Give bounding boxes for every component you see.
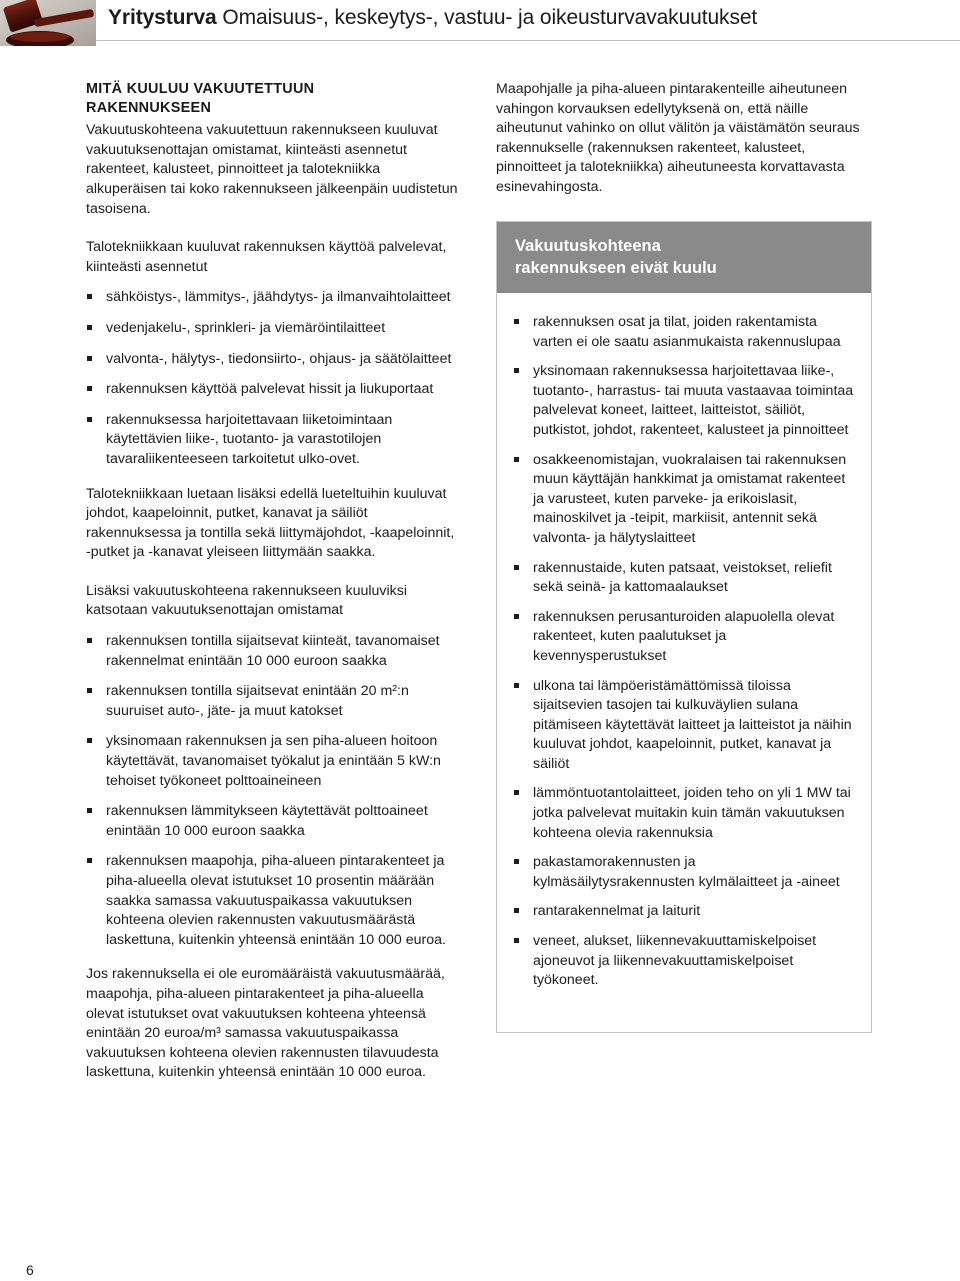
right-column [496,80,872,198]
also-list [86,632,458,950]
heading-line-2: RAKENNUKSEEN [86,99,212,116]
list-item: rantarakennelmat ja laiturit [513,902,859,922]
brand-name: Yritysturva [108,6,217,29]
page-number: 6 [26,1262,34,1278]
list-item: veneet, alukset, liikennevakuuttamiskelpoiset ajoneuvot ja liikennevakuuttamiskelpoiset työkoneet. [513,932,859,991]
list-item: rakennuksen tontilla sijaitsevat kiinteät, tavanomaiset rakennelmat enintään 10 000 euroon saakka [86,632,458,671]
list-item: valvonta-, hälytys-, tiedonsiirto-, ohjaus- ja säätölaitteet [86,350,458,370]
list-item: rakennuksen perusanturoiden alapuolella olevat rakenteet, kuten paalutukset ja kevennysperustukset [513,608,859,667]
tech-extra-paragraph: Talotekniikkaan luetaan lisäksi edellä lueteltuihin kuuluvat johdot, kaapeloinnit, putket, kanavat ja säiliöt rakennuksessa ja tontilla sekä liittymäjohdot, -kaapeloinnit, -putket ja -kanavat yleiseen liittymään saakka. [86,485,455,561]
left-column [86,80,458,1083]
list-item: osakkeenomistajan, vuokralaisen tai rakennuksen muun käyttäjän hankkimat ja omistamat rakenteet ja varusteet, kuten parveke- ja erikoislasit, mainoskilvet ja -teipit, markiisit, antennit sekä valvonta- ja hälytyslaitteet [513,451,859,549]
closing-paragraph: Jos rakennuksella ei ole euromääräistä vakuutusmäärää, maapohja, piha-alueen pintarakenteet ja piha-alueella olevat istutukset ovat vakuutuksen kohteena yhteensä enintään 20 euroa/m³ samassa vakuutuspaikassa vakuutuksen kohteena olevien rakennusten tilavuudesta laskettuna, kuitenkin yhteensä enintään 10 000 euroa. [86,966,445,1081]
gavel-icon [0,0,96,46]
list-item: rakennustaide, kuten patsaat, veistokset, reliefit sekä seinä- ja kattomaalaukset [513,559,859,598]
header-divider [96,40,960,41]
list-item: lämmöntuotantolaitteet, joiden teho on yli 1 MW tai jotka palvelevat muitakin kuin tämän vakuutuksen kohteena olevia rakennuksia [513,784,859,843]
list-item: rakennuksessa harjoitettavaan liiketoimintaan käytettävien liike-, tuotanto- ja varastotilojen tavaraliikenteeseen tarkoitetut ulko-ovet. [86,411,458,470]
heading-line-1: MITÄ KUULUU VAKUUTETTUUN [86,81,315,97]
right-intro-paragraph: Maapohjalle ja piha-alueen pintarakenteille aiheutuneen vahingon korvauksen edellytyksenä on, että näille aiheutunut vahinko on ollut välitön ja väistämätön seuraus rakennukselle (rakennuksen rakenteet, kalusteet, pinnoitteet ja talotekniikka) aiheutuneesta korvattavasta esinevahingosta. [496,81,860,195]
list-item: vedenjakelu-, sprinkleri- ja viemäröintilaitteet [86,319,458,339]
header-subtitle: Omaisuus-, keskeytys-, vastuu- ja oikeusturvavakuutukset [222,6,758,29]
page-header [0,0,960,46]
also-intro-paragraph: Lisäksi vakuutuskohteena rakennukseen kuuluviksi katsotaan vakuutuksenottajan omistamat [86,582,407,619]
box-title-line-2: rakennukseen eivät kuulu [515,259,717,277]
list-item: rakennuksen käyttöä palvelevat hissit ja liukuportaat [86,380,458,400]
box-body [497,293,871,991]
section-heading [86,80,458,117]
list-item: rakennuksen osat ja tilat, joiden rakentamista varten ei ole saatu asianmukaista rakennuslupaa [513,313,859,352]
box-title-line-1: Vakuutuskohteena [515,237,661,255]
list-item: yksinomaan rakennuksen ja sen piha-alueen hoitoon käytettävät, tavanomaiset työkalut ja enintään 5 kW:n tehoiset työkoneet polttoaineineen [86,732,458,791]
list-item: ulkona tai lämpöeristämättömissä tiloissa sijaitsevien tasojen tai kulkuväylien sulana pitämiseen käytettävät laitteet ja laitteistot ja näihin kuuluvat johdot, kaapeloinnit, putket, kanavat ja säiliöt [513,677,859,775]
page-title [108,6,757,30]
tech-list [86,288,458,469]
exclusions-box [496,221,872,1033]
tech-intro-paragraph: Talotekniikkaan kuuluvat rakennuksen käyttöä palvelevat, kiinteästi asennetut [86,239,447,275]
list-item: rakennuksen tontilla sijaitsevat enintään 20 m²:n suuruiset auto-, jäte- ja muut katokset [86,682,458,721]
list-item: pakastamorakennusten ja kylmäsäilytysrakennusten kylmälaitteet ja -aineet [513,853,859,892]
list-item: yksinomaan rakennuksessa harjoitettavaa liike-, tuotanto-, harrastus- tai muuta vastaavaa toimintaa palvelevat koneet, laitteet, laitteistot, säiliöt, putkistot, johdot, rakenteet, kalusteet ja pinnoitteet [513,362,859,440]
list-item: rakennuksen lämmitykseen käytettävät polttoaineet enintään 10 000 euroon saakka [86,802,458,841]
intro-paragraph: Vakuutuskohteena vakuutettuun rakennukseen kuuluvat vakuutuksenottajan omistamat, kiinteästi asennetut rakenteet, kalusteet, pinnoitteet ja talotekniikka alkuperäisen tai koko rakennukseen jälkeenpäin uudistetun tasoisena. [86,122,458,217]
list-item: sähköistys-, lämmitys-, jäähdytys- ja ilmanvaihtolaitteet [86,288,458,308]
box-title [497,222,871,293]
list-item: rakennuksen maapohja, piha-alueen pintarakenteet ja piha-alueella olevat istutukset 10 prosentin määrään saakka samassa vakuutuspaikassa vakuutuksen kohteena olevien rakennusten vakuutusmäärästä laskettuna, kuitenkin yhteensä enintään 10 000 euroa. [86,852,458,950]
exclusions-list [513,313,859,991]
